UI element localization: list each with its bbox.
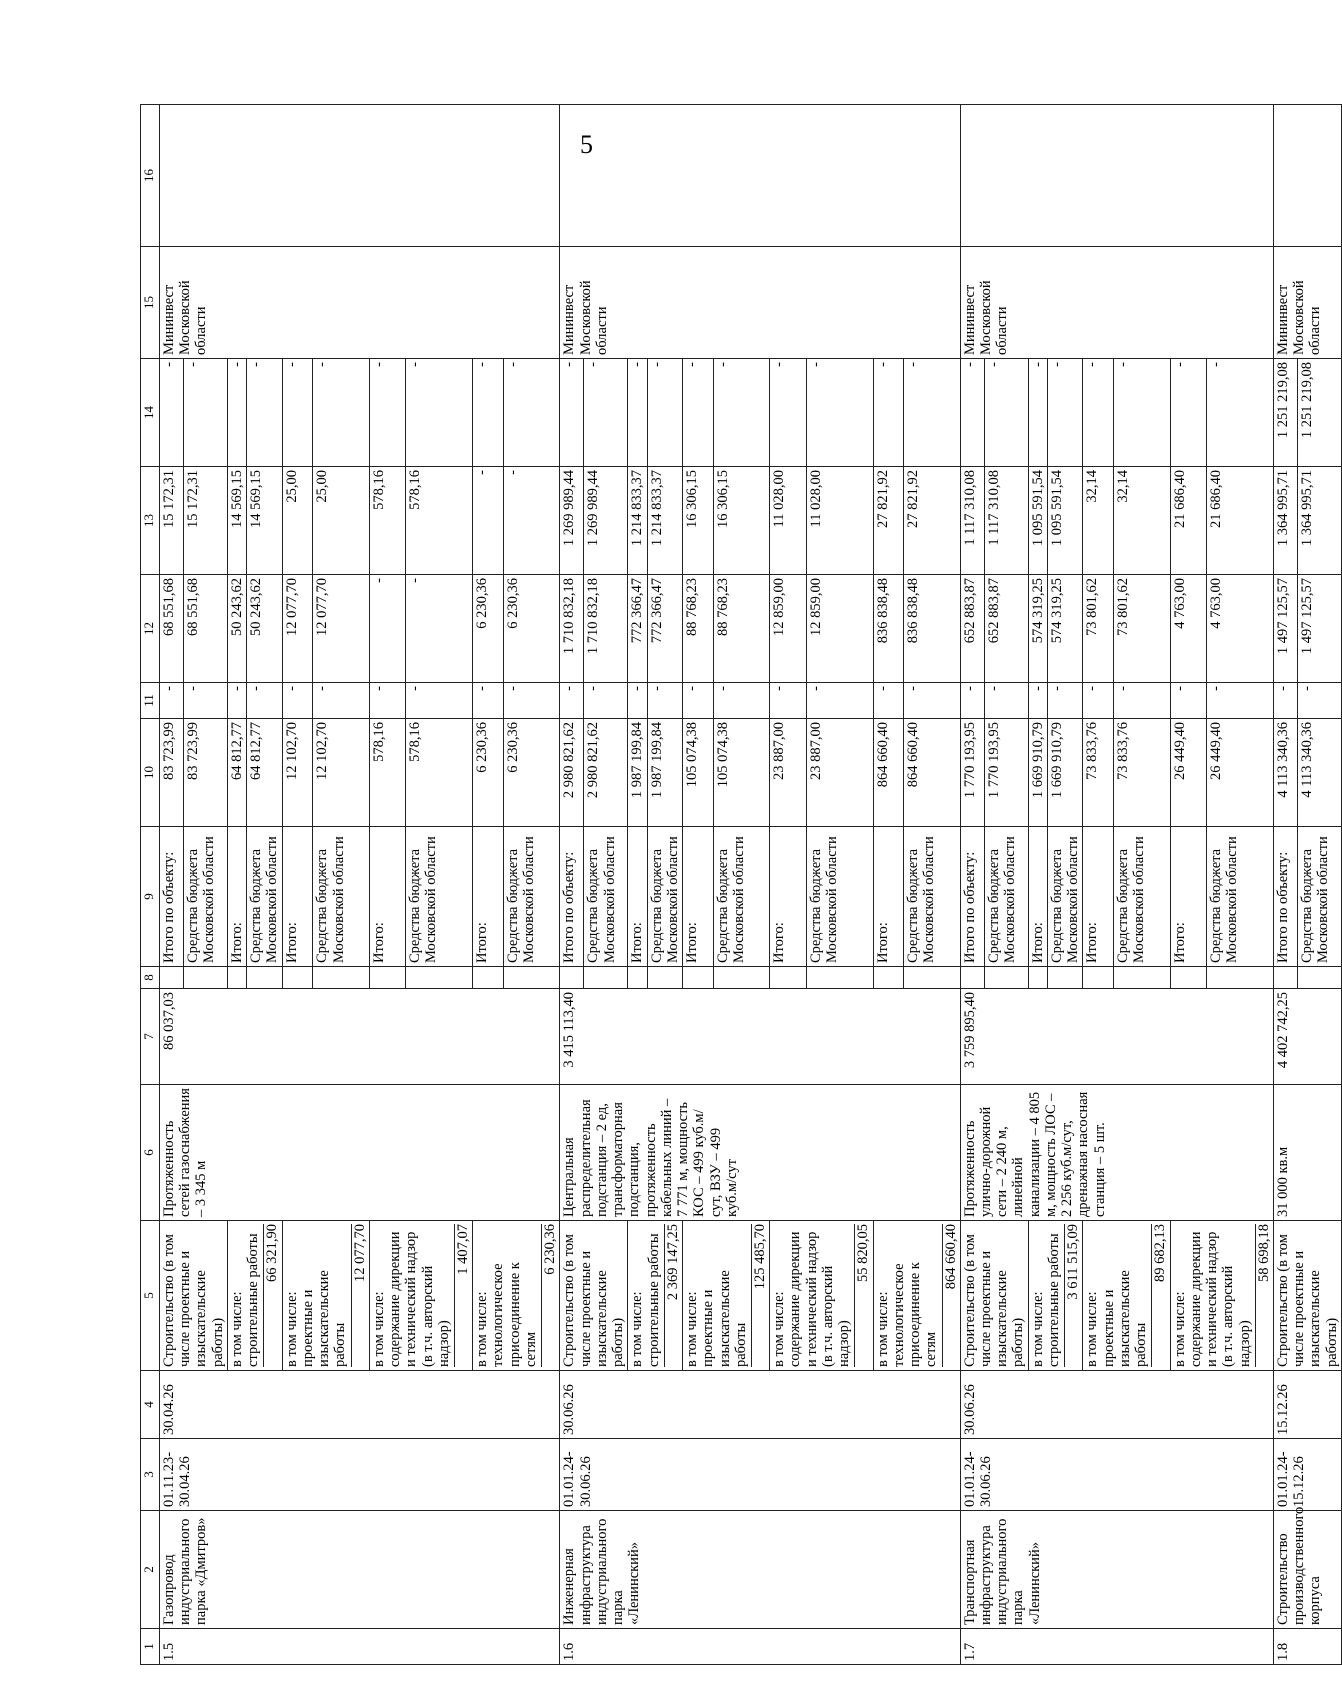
col-16-empty xyxy=(960,105,1273,247)
work-type: в том числе: проектные и изыскательские работы 125 485,70 xyxy=(683,1221,770,1371)
year-2023-amount: - xyxy=(183,683,227,719)
customer: Мининвест Московской области xyxy=(960,247,1273,359)
object-name: Транспортная инфраструктура индустриального парка «Ленинский» xyxy=(960,1511,1273,1629)
total-amount: 6 230,36 xyxy=(473,719,504,827)
work-type: в том числе: содержание дирекции и технический надзор (в т.ч. авторский надзор) 1 407,07 xyxy=(369,1221,472,1371)
row-number: 1.8 xyxy=(1274,1629,1342,1665)
total-amount: 23 887,00 xyxy=(806,719,873,827)
col-8-empty xyxy=(1297,967,1341,989)
year-2025-amount: 1 095 591,54 xyxy=(1028,467,1047,575)
year-2026-amount: 1 251 219,08 xyxy=(1297,359,1341,467)
year-2025-amount: 1 214 833,37 xyxy=(628,467,647,575)
year-2025-amount: 1 095 591,54 xyxy=(1047,467,1082,575)
year-2025-amount: - xyxy=(503,467,560,575)
column-number-2: 2 xyxy=(141,1511,160,1629)
funding-source: Средства бюджета Московской области xyxy=(806,827,873,967)
year-2025-amount: 1 117 310,08 xyxy=(960,467,984,575)
year-2025-amount: 1 269 989,44 xyxy=(584,467,628,575)
total-amount: 12 102,70 xyxy=(313,719,370,827)
work-type: в том числе: строительные работы 2 369 147,25 xyxy=(628,1221,683,1371)
col-8-empty xyxy=(282,967,313,989)
year-2025-amount: 27 821,92 xyxy=(873,467,904,575)
total-amount: 83 723,99 xyxy=(160,719,184,827)
year-2023-amount: - xyxy=(584,683,628,719)
total-amount: 1 669 910,79 xyxy=(1028,719,1047,827)
col-8-empty xyxy=(183,967,227,989)
year-2024-amount: 6 230,36 xyxy=(503,575,560,683)
funding-source: Средства бюджета Московской области xyxy=(247,827,282,967)
total-amount: 1 770 193,95 xyxy=(984,719,1028,827)
year-2023-amount: - xyxy=(960,683,984,719)
total-amount: 6 230,36 xyxy=(503,719,560,827)
year-2026-amount: - xyxy=(683,359,714,467)
year-2023-amount: - xyxy=(313,683,370,719)
year-2023-amount: - xyxy=(369,683,405,719)
year-2026-amount: - xyxy=(1170,359,1206,467)
sub-cost: 864 660,40 xyxy=(942,1224,959,1367)
year-2024-amount: 1 497 125,57 xyxy=(1274,575,1298,683)
year-2024-amount: 836 838,48 xyxy=(873,575,904,683)
year-2023-amount: - xyxy=(984,683,1028,719)
customer: Мининвест Московской области xyxy=(560,247,960,359)
year-2025-amount: 25,00 xyxy=(282,467,313,575)
year-2024-amount: 574 319,25 xyxy=(1028,575,1047,683)
year-2024-amount: 6 230,36 xyxy=(473,575,504,683)
year-2024-amount: 772 366,47 xyxy=(647,575,682,683)
total-amount: 105 074,38 xyxy=(713,719,770,827)
year-2025-amount: 27 821,92 xyxy=(904,467,961,575)
estimated-cost: 3 759 895,40 xyxy=(960,989,1273,1085)
year-2026-amount: - xyxy=(904,359,961,467)
commission-date: 30.04.26 xyxy=(160,1371,560,1439)
column-number-11: 11 xyxy=(141,683,160,719)
sub-cost: 3 611 515,09 xyxy=(1064,1224,1081,1367)
table-row xyxy=(560,105,584,1665)
year-2023-amount: - xyxy=(1297,683,1341,719)
work-period: 01.01.24-15.12.26 xyxy=(1274,1439,1342,1511)
year-2024-amount: 836 838,48 xyxy=(904,575,961,683)
year-2026-amount: - xyxy=(984,359,1028,467)
year-2026-amount: - xyxy=(1206,359,1273,467)
work-type: Строительство (в том числе проектные и изыскательские работы) xyxy=(960,1221,1028,1371)
funding-source: Средства бюджета Московской области xyxy=(1206,827,1273,967)
year-2026-amount: - xyxy=(584,359,628,467)
year-2024-amount: 50 243,62 xyxy=(247,575,282,683)
year-2025-amount: 578,16 xyxy=(406,467,473,575)
funding-source: Средства бюджета Московской области xyxy=(503,827,560,967)
total-amount: 1 987 199,84 xyxy=(647,719,682,827)
year-2026-amount: - xyxy=(770,359,806,467)
col-8-empty xyxy=(647,967,682,989)
column-number-6: 6 xyxy=(141,1085,160,1221)
col-8-empty xyxy=(1170,967,1206,989)
year-2026-amount: - xyxy=(247,359,282,467)
total-amount: 578,16 xyxy=(369,719,405,827)
rotated-table-wrapper xyxy=(140,105,1340,1665)
funding-source: Итого: xyxy=(873,827,904,967)
year-2023-amount: - xyxy=(247,683,282,719)
year-2024-amount: 12 077,70 xyxy=(313,575,370,683)
year-2026-amount: - xyxy=(503,359,560,467)
year-2026-amount: - xyxy=(560,359,584,467)
column-number-7: 7 xyxy=(141,989,160,1085)
column-number-1: 1 xyxy=(141,1629,160,1665)
col-8-empty xyxy=(406,967,473,989)
year-2024-amount: 4 763,00 xyxy=(1206,575,1273,683)
col-8-empty xyxy=(806,967,873,989)
year-2024-amount: 1 497 125,57 xyxy=(1297,575,1341,683)
col-8-empty xyxy=(1083,967,1114,989)
header-row xyxy=(141,105,160,1665)
work-type: Строительство (в том числе проектные и изыскательские работы) xyxy=(1274,1221,1342,1371)
year-2024-amount: 574 319,25 xyxy=(1047,575,1082,683)
funding-source: Итого: xyxy=(282,827,313,967)
year-2024-amount: 12 859,00 xyxy=(770,575,806,683)
col-8-empty xyxy=(560,967,584,989)
total-amount: 64 812,77 xyxy=(227,719,246,827)
total-amount: 83 723,99 xyxy=(183,719,227,827)
year-2025-amount: 578,16 xyxy=(369,467,405,575)
year-2025-amount: 15 172,31 xyxy=(183,467,227,575)
col-16-empty xyxy=(560,105,960,247)
funding-source: Средства бюджета Московской области xyxy=(1047,827,1082,967)
funding-source: Итого: xyxy=(770,827,806,967)
year-2026-amount: 1 251 219,08 xyxy=(1274,359,1298,467)
year-2025-amount: 14 569,15 xyxy=(227,467,246,575)
col-8-empty xyxy=(873,967,904,989)
object-name: Инженерная инфраструктура индустриального парка «Ленинский» xyxy=(560,1511,960,1629)
col-8-empty xyxy=(683,967,714,989)
col-16-empty xyxy=(160,105,560,247)
row-number: 1.7 xyxy=(960,1629,1273,1665)
row-number: 1.6 xyxy=(560,1629,960,1665)
funding-source: Итого: xyxy=(628,827,647,967)
work-type: в том числе: технологическое присоединение к сетям 6 230,36 xyxy=(473,1221,560,1371)
year-2024-amount: 652 883,87 xyxy=(960,575,984,683)
work-period: 01.01.24-30.06.26 xyxy=(960,1439,1273,1511)
table-row xyxy=(960,105,984,1665)
total-amount: 26 449,40 xyxy=(1170,719,1206,827)
total-amount: 23 887,00 xyxy=(770,719,806,827)
year-2025-amount: 32,14 xyxy=(1114,467,1171,575)
funding-source: Средства бюджета Московской области xyxy=(1297,827,1341,967)
total-amount: 73 833,76 xyxy=(1114,719,1171,827)
year-2026-amount: - xyxy=(1114,359,1171,467)
table-row xyxy=(160,105,184,1665)
column-number-8: 8 xyxy=(141,967,160,989)
work-type: Строительство (в том числе проектные и изыскательские работы) xyxy=(560,1221,628,1371)
year-2023-amount: - xyxy=(1170,683,1206,719)
year-2026-amount: - xyxy=(227,359,246,467)
capacity-description: Протяженность улично-дорожной сети – 2 240 м, линейной канализации – 4 805 м, мощность ЛОС – 2 256 куб.м/сут, дренажная насосная станция – 5 шт. xyxy=(960,1085,1273,1221)
funding-source: Средства бюджета Московской области xyxy=(183,827,227,967)
total-amount: 64 812,77 xyxy=(247,719,282,827)
funding-source: Средства бюджета Московской области xyxy=(713,827,770,967)
year-2024-amount: 12 077,70 xyxy=(282,575,313,683)
column-number-9: 9 xyxy=(141,827,160,967)
col-8-empty xyxy=(984,967,1028,989)
page-number: 5 xyxy=(580,130,593,159)
year-2025-amount: 11 028,00 xyxy=(770,467,806,575)
funding-source: Средства бюджета Московской области xyxy=(313,827,370,967)
work-type: в том числе: строительные работы 3 611 515,09 xyxy=(1028,1221,1083,1371)
year-2025-amount: 11 028,00 xyxy=(806,467,873,575)
col-8-empty xyxy=(770,967,806,989)
col-8-empty xyxy=(1206,967,1273,989)
year-2026-amount: - xyxy=(960,359,984,467)
funding-source: Итого по объекту: xyxy=(160,827,184,967)
work-type: в том числе: технологическое присоединение к сетям 864 660,40 xyxy=(873,1221,960,1371)
funding-source: Итого: xyxy=(1083,827,1114,967)
sub-cost: 6 230,36 xyxy=(541,1224,558,1367)
work-type: в том числе: строительные работы 66 321,90 xyxy=(227,1221,282,1371)
col-8-empty xyxy=(1028,967,1047,989)
sub-cost: 2 369 147,25 xyxy=(664,1224,681,1367)
column-number-13: 13 xyxy=(141,467,160,575)
total-amount: 2 980 821,62 xyxy=(584,719,628,827)
object-name: Газопровод индустриального парка «Дмитров» xyxy=(160,1511,560,1629)
year-2025-amount: 1 117 310,08 xyxy=(984,467,1028,575)
commission-date: 30.06.26 xyxy=(560,1371,960,1439)
year-2024-amount: 1 710 832,18 xyxy=(584,575,628,683)
year-2025-amount: 25,00 xyxy=(313,467,370,575)
total-amount: 864 660,40 xyxy=(873,719,904,827)
col-8-empty xyxy=(369,967,405,989)
total-amount: 578,16 xyxy=(406,719,473,827)
work-period: 01.01.24-30.06.26 xyxy=(560,1439,960,1511)
year-2024-amount: 1 710 832,18 xyxy=(560,575,584,683)
funding-source: Средства бюджета Московской области xyxy=(406,827,473,967)
year-2023-amount: - xyxy=(1206,683,1273,719)
year-2025-amount: 32,14 xyxy=(1083,467,1114,575)
year-2023-amount: - xyxy=(647,683,682,719)
funding-source: Итого: xyxy=(683,827,714,967)
funding-source: Итого: xyxy=(227,827,246,967)
year-2024-amount: 68 551,68 xyxy=(160,575,184,683)
funding-source: Средства бюджета Московской области xyxy=(1114,827,1171,967)
year-2023-amount: - xyxy=(227,683,246,719)
total-amount: 1 770 193,95 xyxy=(960,719,984,827)
col-8-empty xyxy=(904,967,961,989)
year-2025-amount: 21 686,40 xyxy=(1206,467,1273,575)
capacity-description: 31 000 кв.м xyxy=(1274,1085,1342,1221)
year-2023-amount: - xyxy=(683,683,714,719)
work-type: в том числе: содержание дирекции и технический надзор (в т.ч. авторский надзор) 58 698,18 xyxy=(1170,1221,1273,1371)
sub-cost: 12 077,70 xyxy=(351,1224,368,1367)
year-2023-amount: - xyxy=(1274,683,1298,719)
year-2023-amount: - xyxy=(560,683,584,719)
year-2025-amount: 1 269 989,44 xyxy=(560,467,584,575)
estimated-cost: 3 415 113,40 xyxy=(560,989,960,1085)
estimated-cost: 86 037,03 xyxy=(160,989,560,1085)
year-2025-amount: 1 364 995,71 xyxy=(1274,467,1298,575)
year-2024-amount: - xyxy=(369,575,405,683)
funding-source: Итого по объекту: xyxy=(1274,827,1298,967)
year-2023-amount: - xyxy=(282,683,313,719)
total-amount: 4 113 340,36 xyxy=(1274,719,1298,827)
column-number-14: 14 xyxy=(141,359,160,467)
funding-source: Средства бюджета Московской области xyxy=(904,827,961,967)
year-2024-amount: 73 801,62 xyxy=(1083,575,1114,683)
year-2023-amount: - xyxy=(1083,683,1114,719)
year-2024-amount: 88 768,23 xyxy=(713,575,770,683)
funding-source: Итого: xyxy=(1028,827,1047,967)
col-8-empty xyxy=(713,967,770,989)
funding-source: Итого по объекту: xyxy=(960,827,984,967)
sub-cost: 125 485,70 xyxy=(751,1224,768,1367)
year-2026-amount: - xyxy=(806,359,873,467)
total-amount: 4 113 340,36 xyxy=(1297,719,1341,827)
year-2024-amount: 652 883,87 xyxy=(984,575,1028,683)
total-amount: 1 669 910,79 xyxy=(1047,719,1082,827)
row-number: 1.5 xyxy=(160,1629,560,1665)
sub-cost: 89 682,13 xyxy=(1151,1224,1168,1367)
year-2025-amount: 21 686,40 xyxy=(1170,467,1206,575)
year-2024-amount: 12 859,00 xyxy=(806,575,873,683)
col-8-empty xyxy=(628,967,647,989)
year-2026-amount: - xyxy=(183,359,227,467)
year-2026-amount: - xyxy=(473,359,504,467)
total-amount: 26 449,40 xyxy=(1206,719,1273,827)
year-2026-amount: - xyxy=(160,359,184,467)
object-name: Строительство производственного корпуса xyxy=(1274,1511,1342,1629)
col-8-empty xyxy=(160,967,184,989)
work-type: Строительство (в том числе проектные и изыскательские работы) xyxy=(160,1221,228,1371)
column-number-3: 3 xyxy=(141,1439,160,1511)
col-8-empty xyxy=(584,967,628,989)
year-2023-amount: - xyxy=(770,683,806,719)
year-2023-amount: - xyxy=(1047,683,1082,719)
year-2025-amount: 16 306,15 xyxy=(713,467,770,575)
total-amount: 1 987 199,84 xyxy=(628,719,647,827)
capacity-description: Протяженность сетей газоснабжения – 3 345 м xyxy=(160,1085,560,1221)
work-type: в том числе: проектные и изыскательские работы 12 077,70 xyxy=(282,1221,369,1371)
total-amount: 864 660,40 xyxy=(904,719,961,827)
year-2025-amount: 1 214 833,37 xyxy=(647,467,682,575)
funding-source: Средства бюджета Московской области xyxy=(647,827,682,967)
column-number-4: 4 xyxy=(141,1371,160,1439)
year-2023-amount: - xyxy=(904,683,961,719)
year-2024-amount: 772 366,47 xyxy=(628,575,647,683)
commission-date: 30.06.26 xyxy=(960,1371,1273,1439)
total-amount: 2 980 821,62 xyxy=(560,719,584,827)
col-8-empty xyxy=(503,967,560,989)
year-2023-amount: - xyxy=(1028,683,1047,719)
total-amount: 12 102,70 xyxy=(282,719,313,827)
column-number-16: 16 xyxy=(141,105,160,247)
col-8-empty xyxy=(313,967,370,989)
year-2024-amount: 68 551,68 xyxy=(183,575,227,683)
col-8-empty xyxy=(227,967,246,989)
table-row xyxy=(1274,105,1298,1665)
sub-cost: 58 698,18 xyxy=(1255,1224,1272,1367)
column-number-12: 12 xyxy=(141,575,160,683)
funding-source: Итого: xyxy=(473,827,504,967)
work-type: в том числе: проектные и изыскательские работы 89 682,13 xyxy=(1083,1221,1170,1371)
year-2026-amount: - xyxy=(628,359,647,467)
total-amount: 105 074,38 xyxy=(683,719,714,827)
year-2026-amount: - xyxy=(713,359,770,467)
year-2026-amount: - xyxy=(282,359,313,467)
column-number-10: 10 xyxy=(141,719,160,827)
col-8-empty xyxy=(1047,967,1082,989)
customer: Мининвест Московской области xyxy=(1274,247,1342,359)
total-amount: 73 833,76 xyxy=(1083,719,1114,827)
year-2026-amount: - xyxy=(1083,359,1114,467)
column-number-15: 15 xyxy=(141,247,160,359)
year-2026-amount: - xyxy=(647,359,682,467)
year-2023-amount: - xyxy=(1114,683,1171,719)
year-2026-amount: - xyxy=(873,359,904,467)
year-2025-amount: 1 364 995,71 xyxy=(1297,467,1341,575)
year-2024-amount: 50 243,62 xyxy=(227,575,246,683)
funding-source: Итого по объекту: xyxy=(560,827,584,967)
year-2026-amount: - xyxy=(1047,359,1082,467)
work-period: 01.11.23-30.04.26 xyxy=(160,1439,560,1511)
capacity-description: Центральная распределительная подстанция – 2 ед, трансформаторная подстанция, протяженность кабельных линий – 7 771 м, мощность КОС – 499 куб.м/сут, ВЗУ – 499 куб.м/сут xyxy=(560,1085,960,1221)
year-2023-amount: - xyxy=(406,683,473,719)
year-2023-amount: - xyxy=(713,683,770,719)
col-16-empty xyxy=(1274,105,1342,247)
year-2023-amount: - xyxy=(473,683,504,719)
col-8-empty xyxy=(473,967,504,989)
funding-source: Средства бюджета Московской области xyxy=(984,827,1028,967)
year-2025-amount: 14 569,15 xyxy=(247,467,282,575)
col-8-empty xyxy=(1274,967,1298,989)
year-2026-amount: - xyxy=(313,359,370,467)
column-number-5: 5 xyxy=(141,1221,160,1371)
year-2026-amount: - xyxy=(369,359,405,467)
year-2023-amount: - xyxy=(160,683,184,719)
funding-source: Итого: xyxy=(1170,827,1206,967)
year-2025-amount: 15 172,31 xyxy=(160,467,184,575)
sub-cost: 1 407,07 xyxy=(454,1224,471,1367)
year-2026-amount: - xyxy=(406,359,473,467)
year-2026-amount: - xyxy=(1028,359,1047,467)
year-2023-amount: - xyxy=(806,683,873,719)
commission-date: 15.12.26 xyxy=(1274,1371,1342,1439)
customer: Мининвест Московской области xyxy=(160,247,560,359)
estimated-cost: 4 402 742,25 xyxy=(1274,989,1342,1085)
col-8-empty xyxy=(960,967,984,989)
sub-cost: 55 820,05 xyxy=(854,1224,871,1367)
year-2023-amount: - xyxy=(873,683,904,719)
year-2023-amount: - xyxy=(503,683,560,719)
funding-source: Средства бюджета Московской области xyxy=(584,827,628,967)
year-2024-amount: 4 763,00 xyxy=(1170,575,1206,683)
investment-table xyxy=(140,104,1342,1665)
year-2024-amount: 88 768,23 xyxy=(683,575,714,683)
year-2024-amount: 73 801,62 xyxy=(1114,575,1171,683)
col-8-empty xyxy=(247,967,282,989)
year-2025-amount: 16 306,15 xyxy=(683,467,714,575)
funding-source: Итого: xyxy=(369,827,405,967)
work-type: в том числе: содержание дирекции и технический надзор (в т.ч. авторский надзор) 55 820,05 xyxy=(770,1221,873,1371)
year-2024-amount: - xyxy=(406,575,473,683)
year-2025-amount: - xyxy=(473,467,504,575)
year-2023-amount: - xyxy=(628,683,647,719)
sub-cost: 66 321,90 xyxy=(263,1224,280,1367)
col-8-empty xyxy=(1114,967,1171,989)
